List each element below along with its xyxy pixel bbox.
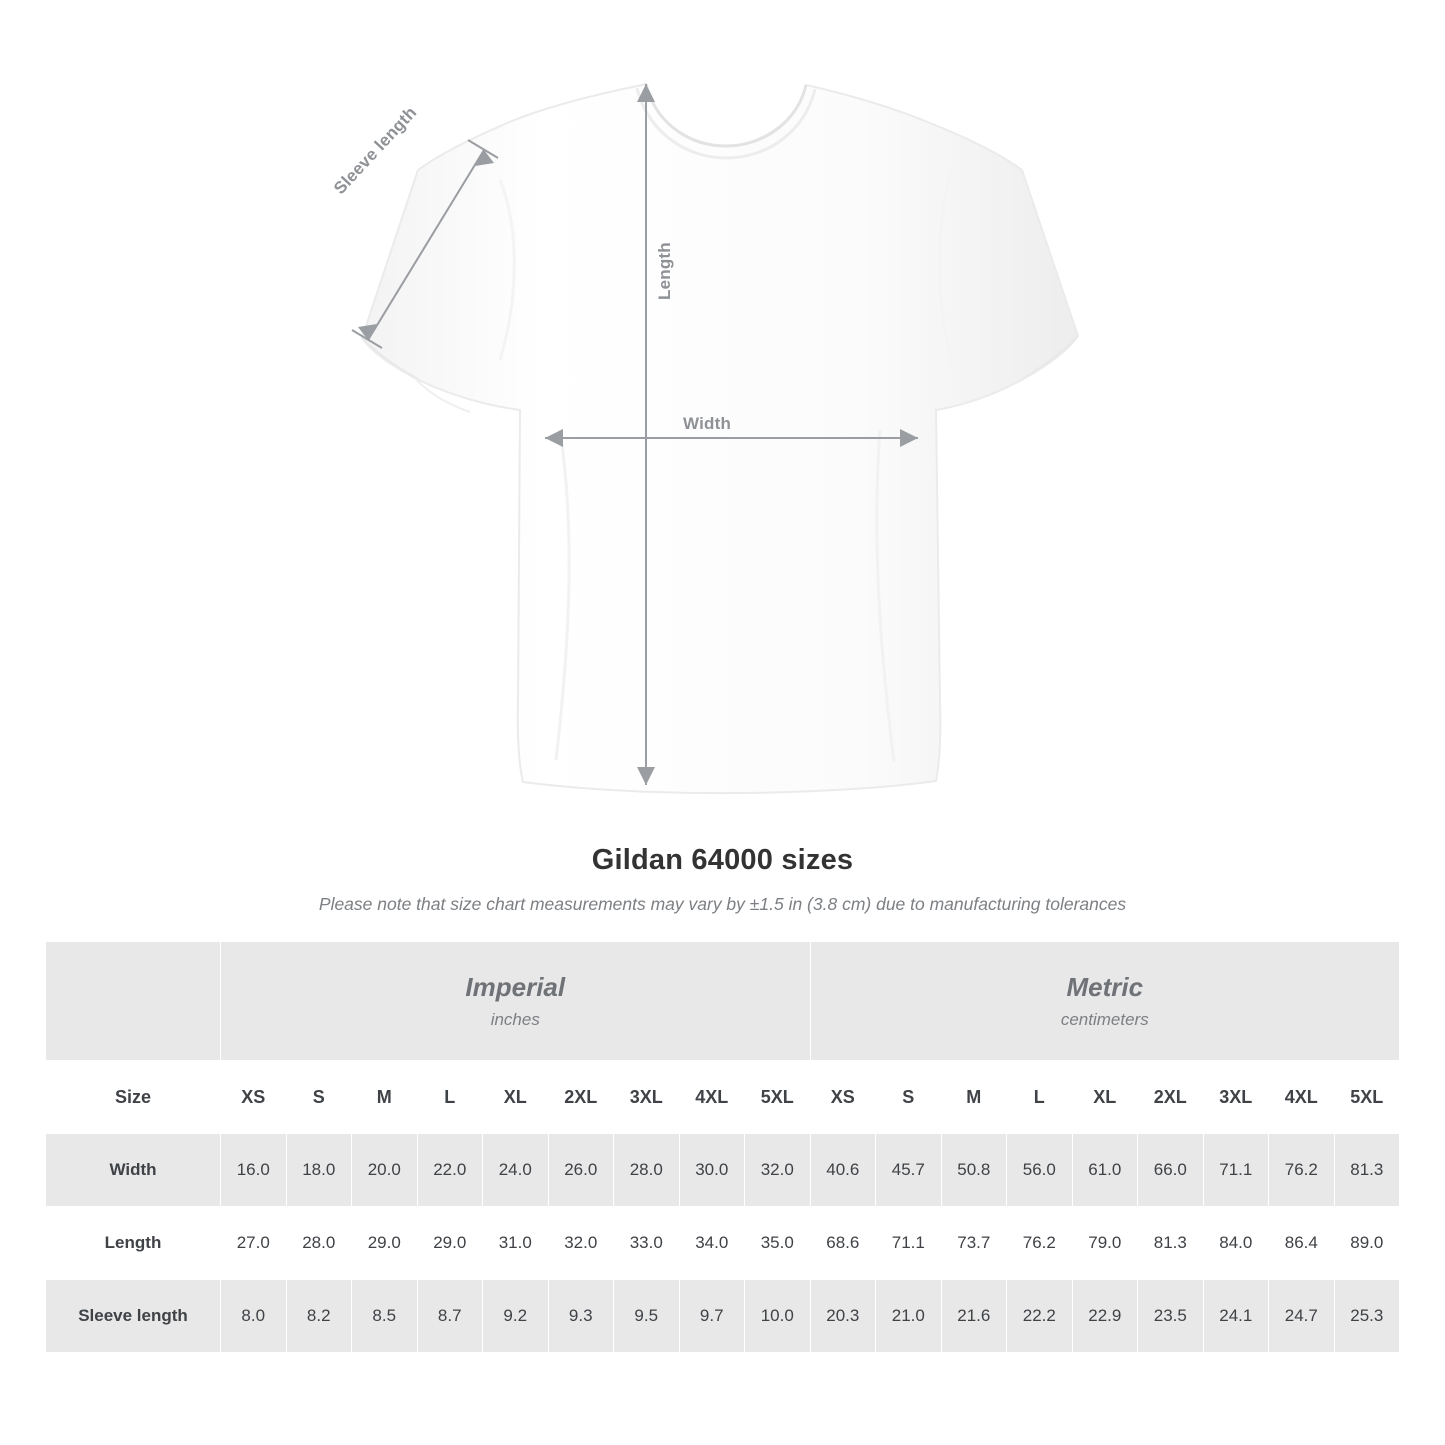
size-cell: L	[1007, 1061, 1073, 1134]
value-cell: 24.1	[1203, 1280, 1269, 1353]
tolerance-note: Please note that size chart measurements may vary by ±1.5 in (3.8 cm) due to manufacturing tolerances	[318, 894, 1127, 914]
value-cell: 86.4	[1269, 1207, 1335, 1280]
value-cell: 8.7	[417, 1280, 483, 1353]
size-cell: 5XL	[1334, 1061, 1400, 1134]
value-cell: 79.0	[1072, 1207, 1138, 1280]
table-row-length	[46, 1207, 1400, 1280]
size-cell: XL	[483, 1061, 549, 1134]
value-cell: 71.1	[876, 1207, 942, 1280]
value-cell: 84.0	[1203, 1207, 1269, 1280]
imperial-unit: inches	[490, 1009, 540, 1029]
metric-unit: centimeters	[1060, 1009, 1149, 1029]
value-cell: 71.1	[1203, 1134, 1269, 1207]
row-label-sleeve-length: Sleeve length	[46, 1280, 221, 1353]
value-cell: 32.0	[745, 1134, 811, 1207]
corner-blank-cell	[46, 942, 221, 1061]
value-cell: 34.0	[679, 1207, 745, 1280]
size-cell: S	[876, 1061, 942, 1134]
value-cell: 26.0	[548, 1134, 614, 1207]
size-cell: L	[417, 1061, 483, 1134]
value-cell: 35.0	[745, 1207, 811, 1280]
value-cell: 56.0	[1007, 1134, 1073, 1207]
length-label: Length	[655, 242, 674, 300]
size-cell: 2XL	[548, 1061, 614, 1134]
value-cell: 28.0	[286, 1207, 352, 1280]
table-row-width	[46, 1134, 1400, 1207]
value-cell: 29.0	[417, 1207, 483, 1280]
value-cell: 81.3	[1334, 1134, 1400, 1207]
page-title: Gildan 64000 sizes	[591, 844, 854, 876]
table-row-sleeve-length	[46, 1280, 1400, 1353]
metric-label: Metric	[1066, 972, 1144, 1003]
table-unit-header-row	[46, 942, 1400, 1061]
value-cell: 9.2	[483, 1280, 549, 1353]
size-cell: M	[941, 1061, 1007, 1134]
value-cell: 16.0	[221, 1134, 287, 1207]
value-cell: 8.5	[352, 1280, 418, 1353]
value-cell: 22.2	[1007, 1280, 1073, 1353]
value-cell: 76.2	[1269, 1134, 1335, 1207]
value-cell: 30.0	[679, 1134, 745, 1207]
size-cell: XS	[221, 1061, 287, 1134]
value-cell: 66.0	[1138, 1134, 1204, 1207]
value-cell: 89.0	[1334, 1207, 1400, 1280]
value-cell: 24.7	[1269, 1280, 1335, 1353]
imperial-label: Imperial	[465, 972, 566, 1003]
value-cell: 28.0	[614, 1134, 680, 1207]
size-cell: 4XL	[1269, 1061, 1335, 1134]
title-block	[0, 844, 1445, 915]
size-cell: XS	[810, 1061, 876, 1134]
size-cell: 3XL	[1203, 1061, 1269, 1134]
value-cell: 50.8	[941, 1134, 1007, 1207]
value-cell: 9.5	[614, 1280, 680, 1353]
value-cell: 31.0	[483, 1207, 549, 1280]
value-cell: 81.3	[1138, 1207, 1204, 1280]
value-cell: 40.6	[810, 1134, 876, 1207]
value-cell: 32.0	[548, 1207, 614, 1280]
row-label-width: Width	[46, 1134, 221, 1207]
metric-group-header	[810, 942, 1400, 1061]
value-cell: 9.3	[548, 1280, 614, 1353]
value-cell: 20.3	[810, 1280, 876, 1353]
size-cell: S	[286, 1061, 352, 1134]
size-cell: 5XL	[745, 1061, 811, 1134]
value-cell: 61.0	[1072, 1134, 1138, 1207]
value-cell: 18.0	[286, 1134, 352, 1207]
value-cell: 21.6	[941, 1280, 1007, 1353]
size-cell: 3XL	[614, 1061, 680, 1134]
value-cell: 24.0	[483, 1134, 549, 1207]
size-table-wrapper	[45, 941, 1400, 1353]
sleeve-length-label: Sleeve length	[330, 102, 421, 198]
value-cell: 8.0	[221, 1280, 287, 1353]
value-cell: 27.0	[221, 1207, 287, 1280]
size-cell: M	[352, 1061, 418, 1134]
value-cell: 73.7	[941, 1207, 1007, 1280]
value-cell: 25.3	[1334, 1280, 1400, 1353]
value-cell: 45.7	[876, 1134, 942, 1207]
value-cell: 9.7	[679, 1280, 745, 1353]
value-cell: 22.0	[417, 1134, 483, 1207]
size-table	[45, 941, 1400, 1353]
size-cell: 4XL	[679, 1061, 745, 1134]
imperial-group-header	[221, 942, 811, 1061]
value-cell: 68.6	[810, 1207, 876, 1280]
value-cell: 29.0	[352, 1207, 418, 1280]
size-cell: XL	[1072, 1061, 1138, 1134]
value-cell: 33.0	[614, 1207, 680, 1280]
value-cell: 22.9	[1072, 1280, 1138, 1353]
value-cell: 21.0	[876, 1280, 942, 1353]
value-cell: 76.2	[1007, 1207, 1073, 1280]
value-cell: 20.0	[352, 1134, 418, 1207]
value-cell: 23.5	[1138, 1280, 1204, 1353]
value-cell: 8.2	[286, 1280, 352, 1353]
row-label-length: Length	[46, 1207, 221, 1280]
width-label: Width	[683, 414, 732, 433]
table-row-size	[46, 1061, 1400, 1134]
value-cell: 10.0	[745, 1280, 811, 1353]
size-cell: 2XL	[1138, 1061, 1204, 1134]
row-label-size: Size	[46, 1061, 221, 1134]
